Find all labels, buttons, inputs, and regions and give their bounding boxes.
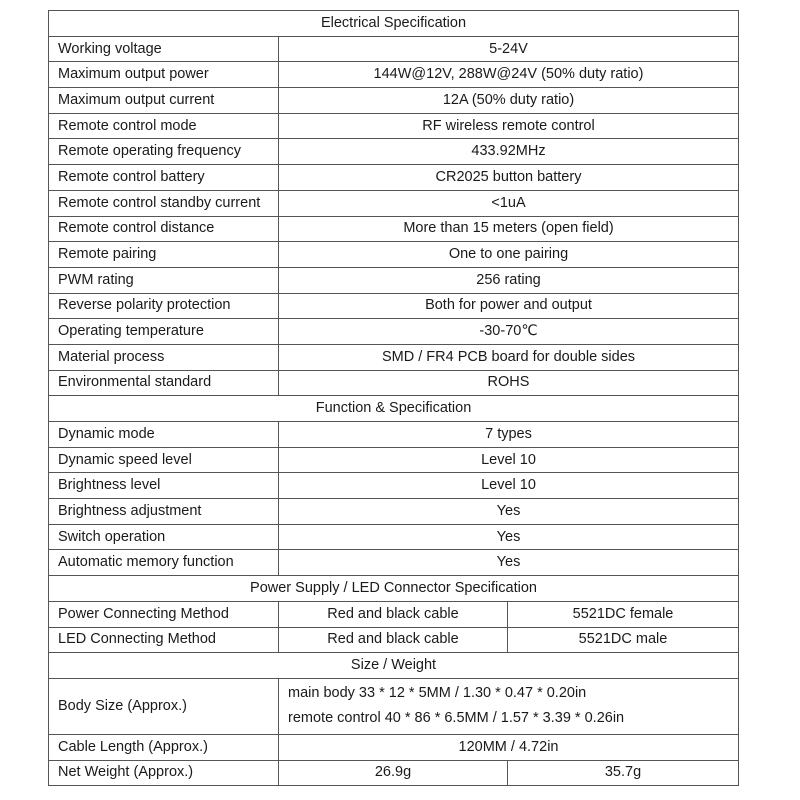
spec-row-reverse-polarity xyxy=(49,293,739,319)
spec-row-environmental-standard xyxy=(49,370,739,396)
body-size-remote: remote control 40 * 86 * 6.5MM / 1.57 * 3.39 * 0.26in xyxy=(288,710,625,727)
spec-row-led-connecting xyxy=(49,627,739,653)
spec-value: 7 types xyxy=(279,422,739,448)
spec-row-max-output-power xyxy=(49,62,739,88)
spec-label: Cable Length (Approx.) xyxy=(49,734,279,760)
electrical-spec-header: Electrical Specification xyxy=(49,11,739,37)
spec-label: PWM rating xyxy=(49,267,279,293)
spec-label: Remote pairing xyxy=(49,242,279,268)
spec-row-net-weight xyxy=(49,760,739,786)
spec-row-material-process xyxy=(49,344,739,370)
body-size-main: main body 33 * 12 * 5MM / 1.30 * 0.47 * 0.20in xyxy=(288,685,587,702)
spec-label: Dynamic mode xyxy=(49,422,279,448)
spec-label: Reverse polarity protection xyxy=(49,293,279,319)
spec-row-remote-pairing xyxy=(49,242,739,268)
spec-row-switch-operation xyxy=(49,524,739,550)
function-spec-header: Function & Specification xyxy=(49,396,739,422)
spec-label: Maximum output current xyxy=(49,88,279,114)
spec-connector-value: 5521DC male xyxy=(508,627,739,653)
spec-value: 12A (50% duty ratio) xyxy=(279,88,739,114)
spec-row-operating-temperature xyxy=(49,319,739,345)
spec-row-cable-length xyxy=(49,734,739,760)
spec-value: SMD / FR4 PCB board for double sides xyxy=(279,344,739,370)
spec-value: More than 15 meters (open field) xyxy=(279,216,739,242)
spec-value: 433.92MHz xyxy=(279,139,739,165)
spec-connector-value: 5521DC female xyxy=(508,601,739,627)
spec-value: 144W@12V, 288W@24V (50% duty ratio) xyxy=(279,62,739,88)
spec-value: CR2025 button battery xyxy=(279,165,739,191)
spec-value: RF wireless remote control xyxy=(279,113,739,139)
spec-label: Brightness adjustment xyxy=(49,499,279,525)
electrical-header-row xyxy=(49,11,739,37)
spec-cable-value: Red and black cable xyxy=(279,601,508,627)
spec-row-dynamic-speed xyxy=(49,447,739,473)
spec-label: Body Size (Approx.) xyxy=(49,678,279,734)
size-header-row xyxy=(49,653,739,679)
spec-label: Remote control mode xyxy=(49,113,279,139)
net-weight-value-2: 35.7g xyxy=(508,760,739,786)
spec-row-remote-control-mode xyxy=(49,113,739,139)
net-weight-value-1: 26.9g xyxy=(279,760,508,786)
spec-label: Automatic memory function xyxy=(49,550,279,576)
spec-label: Switch operation xyxy=(49,524,279,550)
spec-row-standby-current xyxy=(49,190,739,216)
spec-value: ROHS xyxy=(279,370,739,396)
spec-value: Level 10 xyxy=(279,473,739,499)
spec-cable-value: Red and black cable xyxy=(279,627,508,653)
spec-row-remote-frequency xyxy=(49,139,739,165)
spec-value: Level 10 xyxy=(279,447,739,473)
spec-value: Yes xyxy=(279,550,739,576)
spec-label: Environmental standard xyxy=(49,370,279,396)
spec-value: Yes xyxy=(279,499,739,525)
spec-label: Remote control battery xyxy=(49,165,279,191)
spec-row-remote-distance xyxy=(49,216,739,242)
spec-label: Working voltage xyxy=(49,36,279,62)
spec-value: Yes xyxy=(279,524,739,550)
spec-row-pwm-rating xyxy=(49,267,739,293)
spec-row-power-connecting xyxy=(49,601,739,627)
spec-value: One to one pairing xyxy=(279,242,739,268)
spec-label: Operating temperature xyxy=(49,319,279,345)
spec-row-remote-battery xyxy=(49,165,739,191)
spec-value: <1uA xyxy=(279,190,739,216)
spec-label: Remote control standby current xyxy=(49,190,279,216)
body-size-values xyxy=(279,678,739,734)
spec-row-dynamic-mode xyxy=(49,422,739,448)
spec-label: Power Connecting Method xyxy=(49,601,279,627)
spec-label: Net Weight (Approx.) xyxy=(49,760,279,786)
spec-value: 5-24V xyxy=(279,36,739,62)
spec-value: -30-70℃ xyxy=(279,319,739,345)
spec-row-max-output-current xyxy=(49,88,739,114)
spec-row-working-voltage xyxy=(49,36,739,62)
size-weight-header: Size / Weight xyxy=(49,653,739,679)
specification-table xyxy=(48,10,739,786)
spec-label: Remote control distance xyxy=(49,216,279,242)
spec-label: Maximum output power xyxy=(49,62,279,88)
spec-row-brightness-adjustment xyxy=(49,499,739,525)
spec-value: 120MM / 4.72in xyxy=(279,734,739,760)
spec-value: 256 rating xyxy=(279,267,739,293)
spec-row-brightness-level xyxy=(49,473,739,499)
connector-spec-header: Power Supply / LED Connector Specification xyxy=(49,576,739,602)
spec-label: Remote operating frequency xyxy=(49,139,279,165)
spec-row-memory-function xyxy=(49,550,739,576)
spec-label: Dynamic speed level xyxy=(49,447,279,473)
spec-label: Material process xyxy=(49,344,279,370)
spec-label: Brightness level xyxy=(49,473,279,499)
connector-header-row xyxy=(49,576,739,602)
function-header-row xyxy=(49,396,739,422)
spec-label: LED Connecting Method xyxy=(49,627,279,653)
spec-value: Both for power and output xyxy=(279,293,739,319)
spec-row-body-size xyxy=(49,678,739,734)
